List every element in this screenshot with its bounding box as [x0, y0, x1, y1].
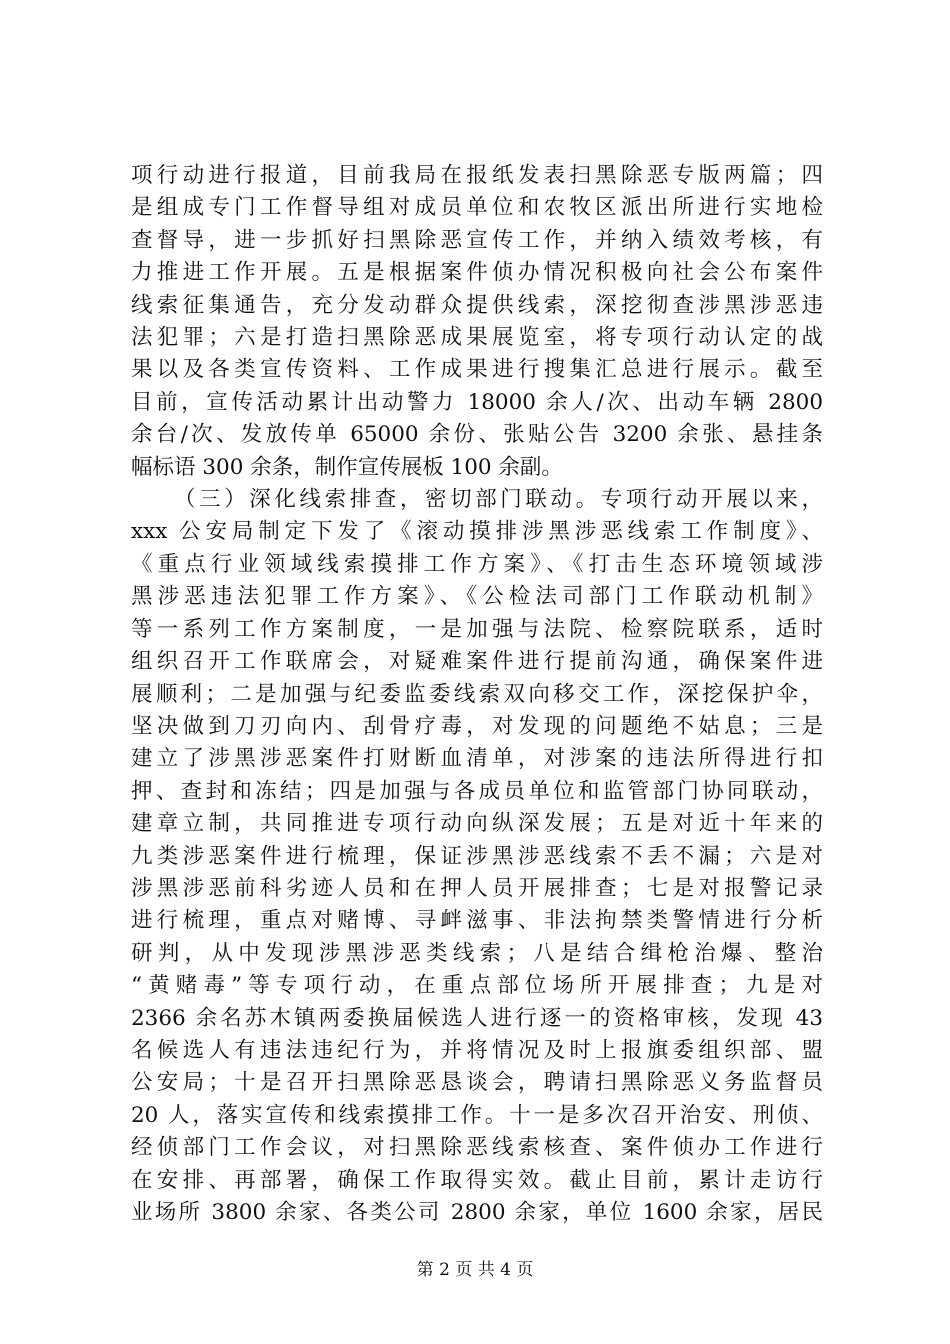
text-line: 《重点行业领域线索摸排工作方案》、《打击生态环境领域涉: [131, 551, 823, 577]
text-line: 建立了涉黑涉恶案件打财断血清单，对涉案的违法所得进行扣: [131, 746, 823, 772]
text-line: 建章立制，共同推进专项行动向纵深发展；五是对近十年来的: [131, 811, 823, 837]
text-line: 坚决做到刀刃向内、刮骨疗毒，对发现的问题绝不姑息；三是: [131, 713, 823, 739]
text-line: 公安局；十是召开扫黑除恶恳谈会，聘请扫黑除恶义务监督员: [131, 1070, 823, 1096]
text-line: 项行动进行报道，目前我局在报纸发表扫黑除恶专版两篇；四: [131, 163, 823, 188]
text-line: 押、查封和冻结；四是加强与各成员单位和监管部门协同联动，: [131, 778, 823, 804]
text-line: 查督导，进一步抓好扫黑除恶宣传工作，并纳入绩效考核，有: [131, 227, 823, 253]
text-line: 业场所 3800 余家、各类公司 2800 余家，单位 1600 余家，居民: [131, 1200, 823, 1225]
document-body: [131, 160, 823, 1229]
text-line: 余台/次、发放传单 65000 余份、张贴公告 3200 余张、悬挂条: [131, 422, 823, 448]
text-line: 等一系列工作方案制度，一是加强与法院、检察院联系，适时: [131, 616, 823, 642]
text-line: xxx 公安局制定下发了《滚动摸排涉黑涉恶线索工作制度》、: [131, 519, 823, 545]
text-line: 果以及各类宣传资料、工作成果进行搜集汇总进行展示。截至: [131, 357, 823, 383]
section-heading-line: （三）深化线索排查，密切部门联动。专项行动开展以来，: [174, 487, 823, 513]
text-line: 法犯罪；六是打造扫黑除恶成果展览室，将专项行动认定的战: [131, 325, 823, 351]
text-line: 进行梳理，重点对赌博、寻衅滋事、非法拘禁类警情进行分析: [131, 908, 823, 934]
text-line: 黑涉恶违法犯罪工作方案》、《公检法司部门工作联动机制》: [131, 584, 823, 610]
text-line: 研判，从中发现涉黑涉恶类线索；八是结合缉枪治爆、整治: [131, 940, 823, 966]
text-line: 目前，宣传活动累计出动警力 18000 余人/次、出动车辆 2800: [131, 389, 823, 415]
text-line: 展顺利；二是加强与纪委监委线索双向移交工作，深挖保护伞，: [131, 681, 823, 707]
text-line: 经侦部门工作会议，对扫黑除恶线索核查、案件侦办工作进行: [131, 1135, 823, 1161]
text-line: 幅标语 300 余条，制作宣传展板 100 余副。: [131, 454, 563, 480]
text-line: “黄赌毒”等专项行动，在重点部位场所开展排查；九是对: [131, 973, 823, 999]
text-line: 涉黑涉恶前科劣迹人员和在押人员开展排查；七是对报警记录: [131, 875, 823, 901]
text-line: 是组成专门工作督导组对成员单位和农牧区派出所进行实地检: [131, 195, 823, 221]
text-line: 在安排、再部署，确保工作取得实效。截止目前，累计走访行: [131, 1167, 823, 1193]
text-line: 20 人，落实宣传和线索摸排工作。十一是多次召开治安、刑侦、: [131, 1102, 823, 1128]
text-line: 组织召开工作联席会，对疑难案件进行提前沟通，确保案件进: [131, 649, 823, 675]
text-line: 2366 余名苏木镇两委换届候选人进行逐一的资格审核，发现 43: [131, 1005, 823, 1031]
text-line: 名候选人有违法违纪行为，并将情况及时上报旗委组织部、盟: [131, 1037, 823, 1063]
page-number-footer: 第 2 页 共 4 页: [416, 1260, 534, 1280]
text-line: 九类涉恶案件进行梳理，保证涉黑涉恶线索不丢不漏；六是对: [131, 843, 823, 869]
text-line: 力推进工作开展。五是根据案件侦办情况积极向社会公布案件: [131, 260, 823, 286]
text-line: 线索征集通告，充分发动群众提供线索，深挖彻查涉黑涉恶违: [131, 292, 823, 318]
